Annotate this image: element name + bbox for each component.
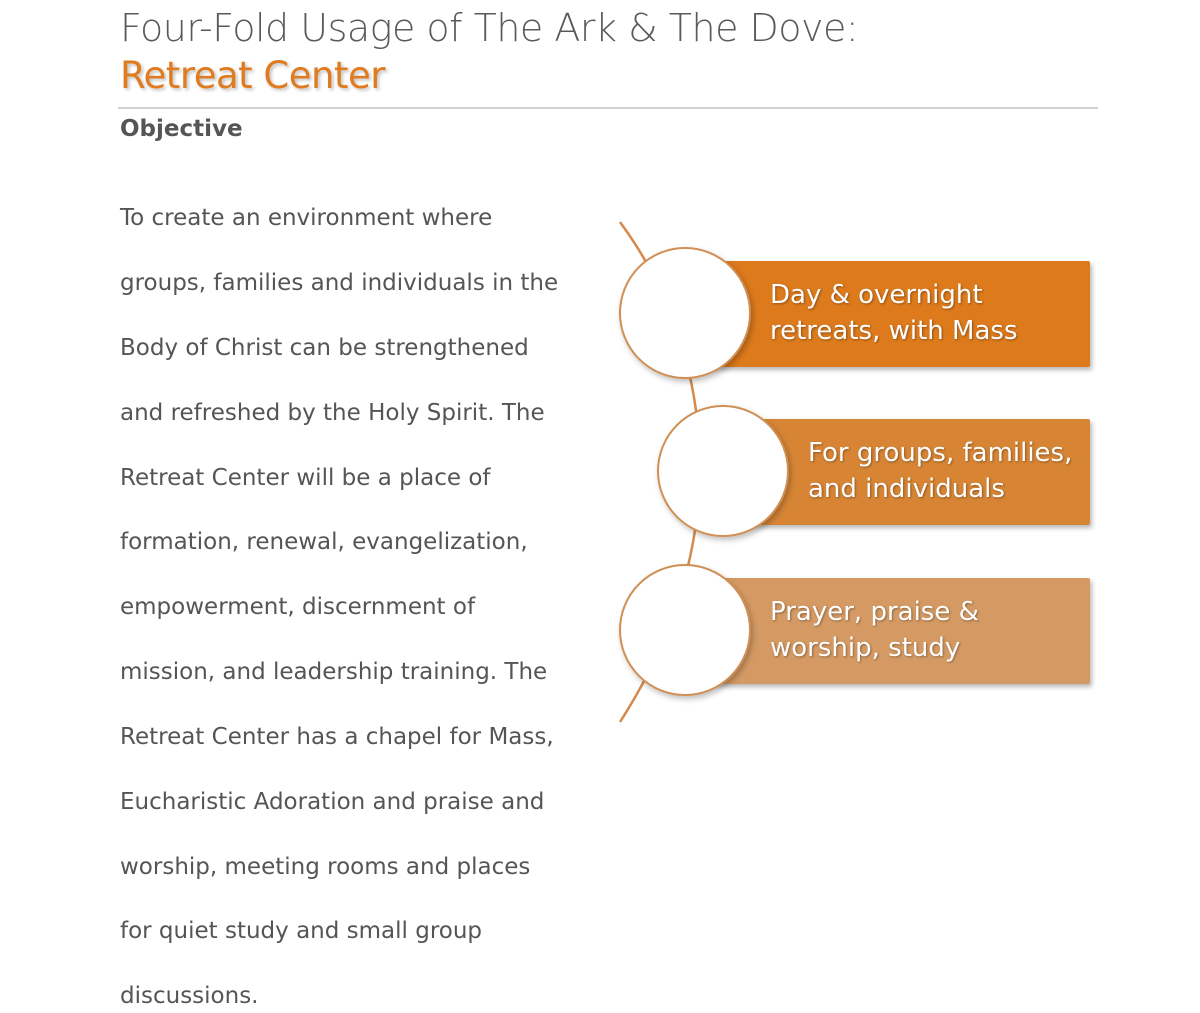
objective-line: formation, renewal, evangelization,	[120, 529, 528, 556]
slide-subtitle: Retreat Center	[120, 54, 385, 97]
objective-line: for quiet study and small group	[120, 918, 483, 945]
objective-heading: Objective	[120, 116, 243, 142]
objective-line: Retreat Center has a chapel for Mass,	[120, 723, 554, 750]
item-label-2	[808, 435, 1072, 507]
objective-line: mission, and leadership training. The	[120, 659, 548, 686]
item-circle-3	[620, 565, 750, 695]
item-circle-1	[620, 248, 750, 378]
objective-line: discussions.	[120, 983, 259, 1010]
objective-line: Body of Christ can be strengthened	[120, 335, 529, 362]
item-label-line: worship, study	[770, 633, 961, 663]
item-label-line: Prayer, praise &	[770, 597, 979, 627]
slide-title: Four-Fold Usage of The Ark & The Dove:	[120, 6, 859, 50]
objective-line: worship, meeting rooms and places	[120, 853, 531, 880]
item-circle-2	[658, 406, 788, 536]
item-label-line: retreats, with Mass	[770, 316, 1018, 346]
item-label-line: For groups, families,	[808, 438, 1073, 468]
item-label-3	[770, 594, 979, 666]
objective-line: empowerment, discernment of	[120, 594, 476, 621]
objective-line: groups, families and individuals in the	[120, 270, 559, 297]
objective-line: Retreat Center will be a place of	[120, 464, 491, 491]
objective-line: and refreshed by the Holy Spirit. The	[120, 399, 545, 426]
item-label-line: and individuals	[808, 474, 1005, 504]
objective-line: To create an environment where	[120, 205, 493, 232]
item-label-1	[770, 277, 1018, 349]
item-label-line: Day & overnight	[770, 280, 983, 310]
objective-line: Eucharistic Adoration and praise and	[120, 788, 545, 815]
